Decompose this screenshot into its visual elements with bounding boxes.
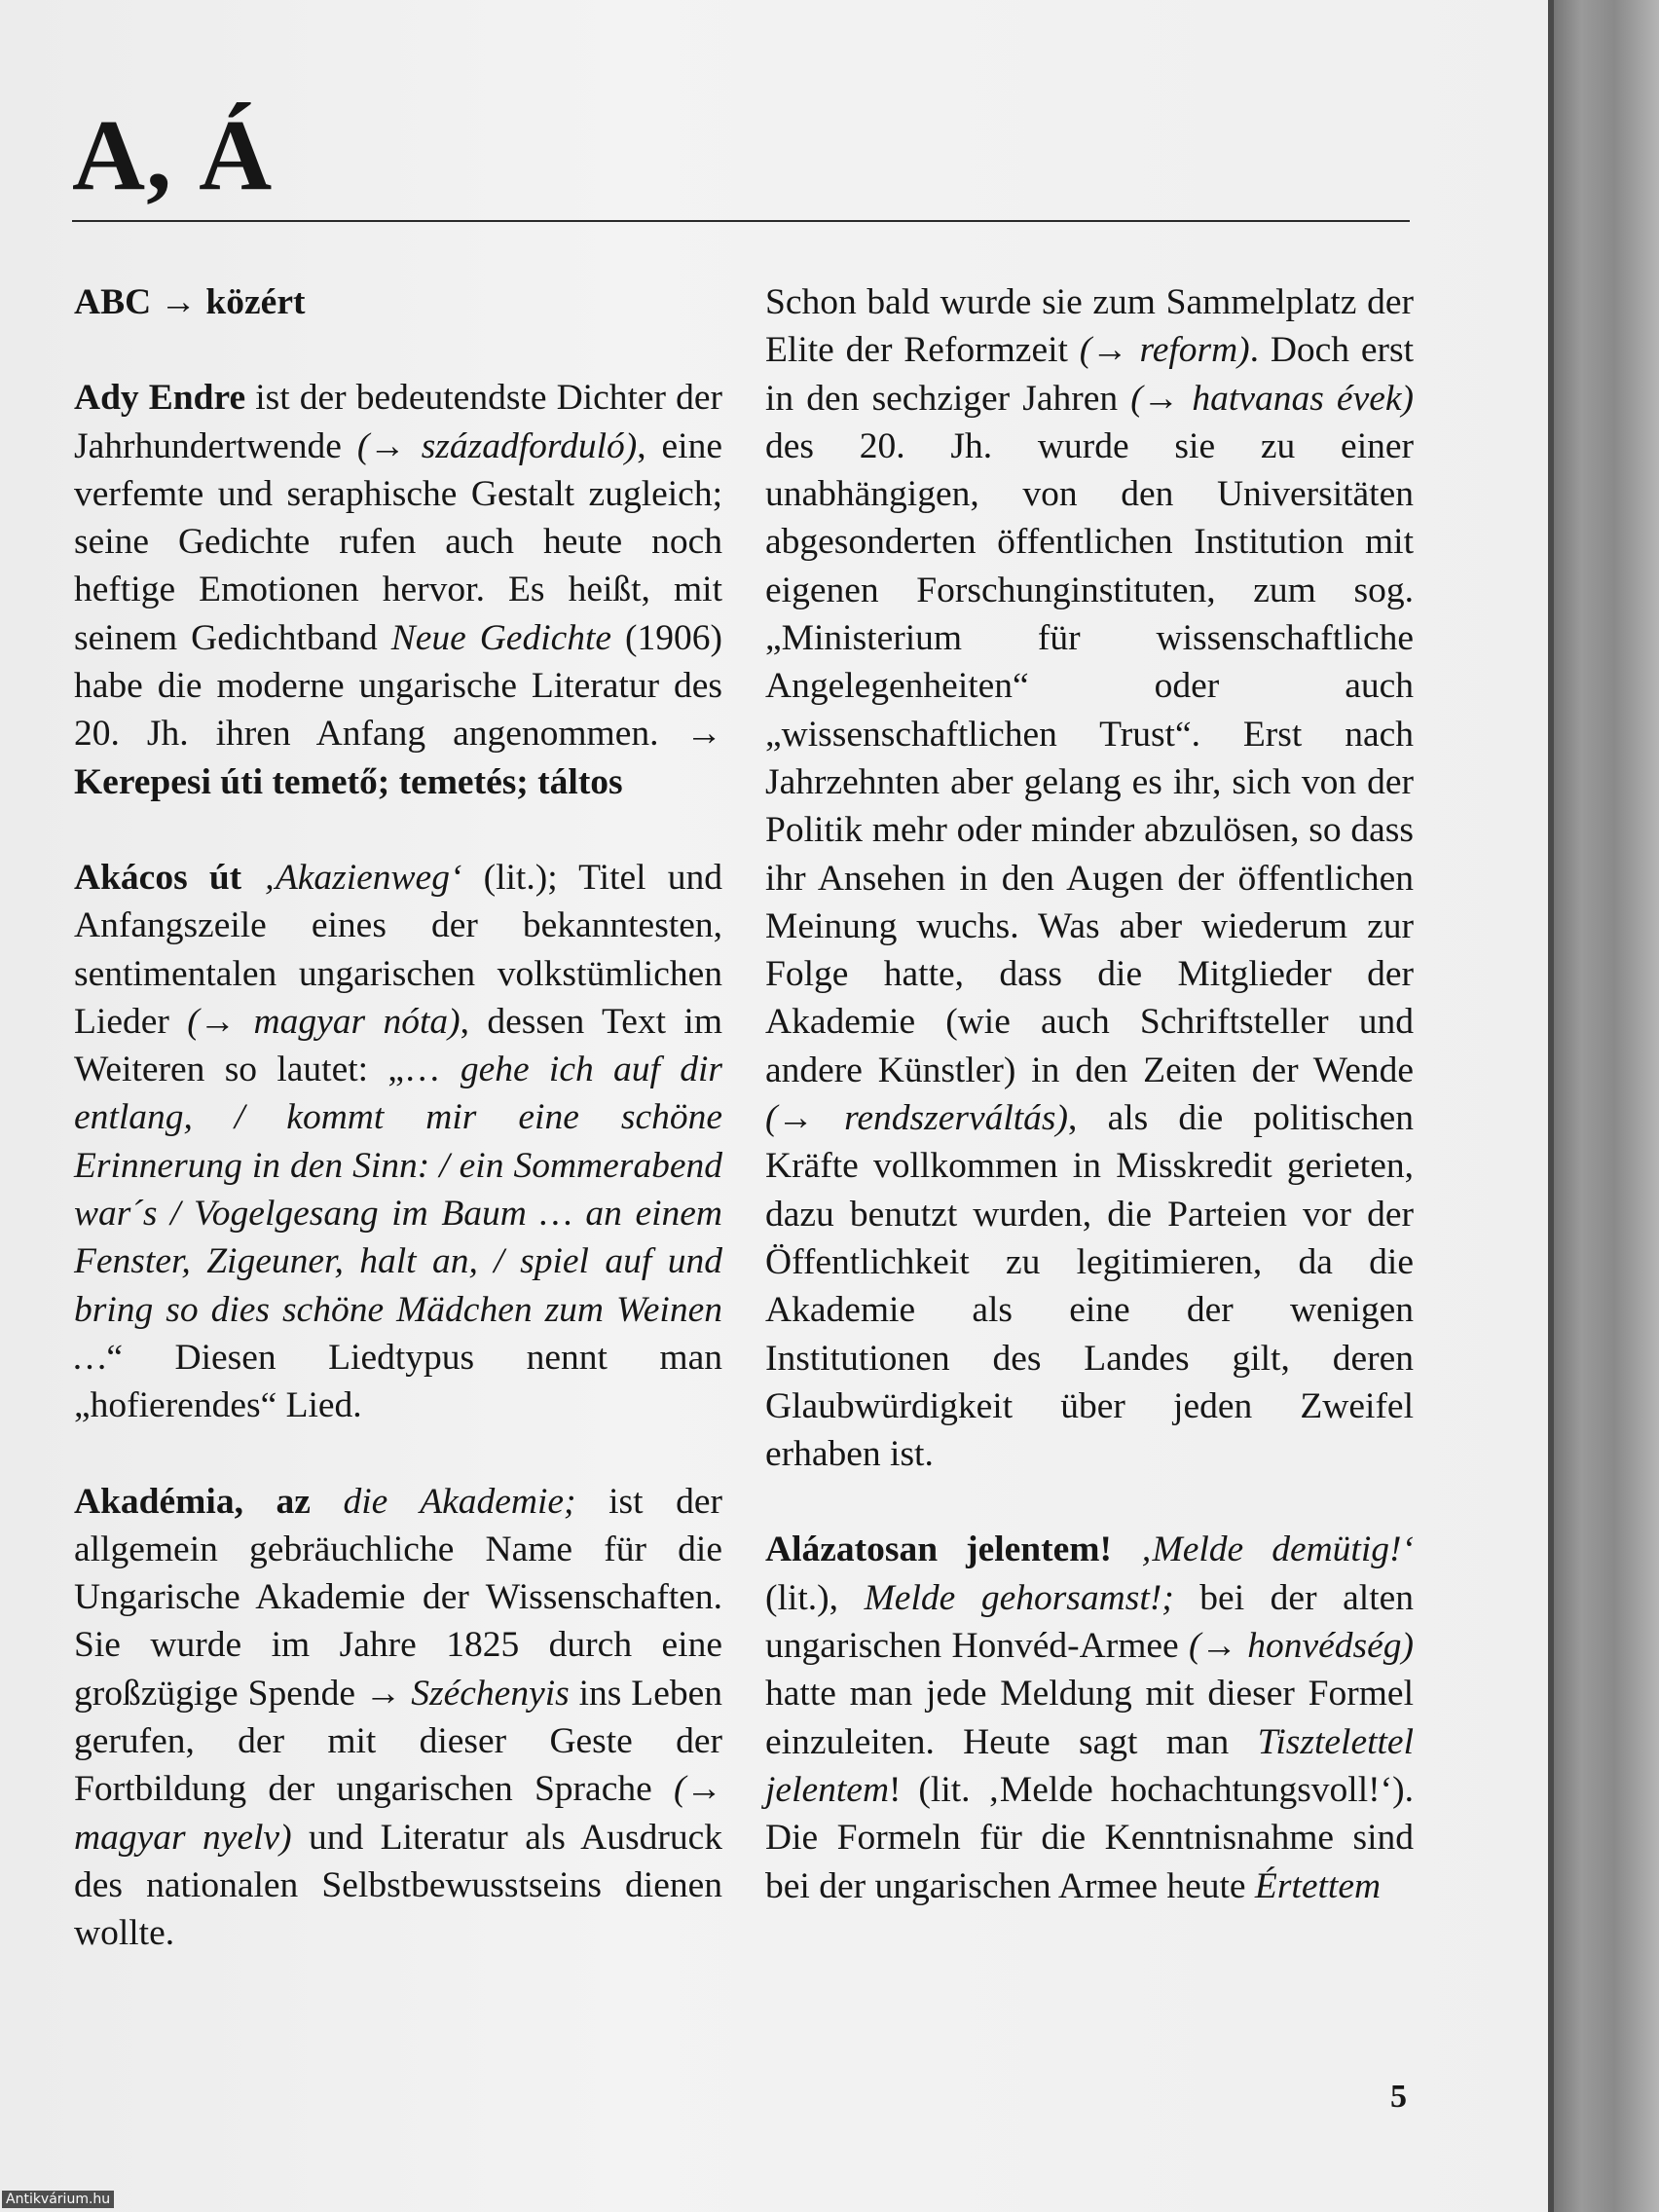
entry-text: Schon bald wurde sie zum Sammelplatz der Elite der Reformzeit <box>765 282 1414 371</box>
entry-text: , dessen Text im Weiteren so lautet: „… <box>74 1001 722 1090</box>
entry-text: , eine verfemte und seraphische Gestalt zugleich; seine Gedichte rufen auch heute noch heftige Emotionen hervor. Es heißt, mit seinem Gedichtband <box>74 425 722 658</box>
entry-text <box>311 1482 344 1522</box>
entry-term: Akácos út <box>74 857 242 898</box>
page-number: 5 <box>1390 2079 1407 2115</box>
entry-term: ABC → közért <box>74 282 306 322</box>
entry-ady <box>74 374 722 806</box>
entry-text: (lit.), <box>765 1577 865 1618</box>
entry-text: ist der allgemein gebräuchliche Name für die Ungarische Akademie der Wissenschaften. Sie wurde im Jahre 1825 durch eine großzügige Spende → <box>74 1481 722 1714</box>
cross-reference: (→ rendszerváltás) <box>765 1098 1069 1139</box>
gloss: ‚Akazienweg‘ <box>263 857 462 898</box>
cross-reference: (→ honvédség) <box>1188 1626 1414 1667</box>
gloss: Melde gehorsamst!; <box>864 1577 1174 1618</box>
phrase: Tisztelettel jelentem <box>765 1721 1414 1810</box>
cross-reference: (→ magyar nóta) <box>187 1001 461 1042</box>
book-title: Neue Gedichte <box>390 617 612 658</box>
cross-reference: (→ magyar nyelv) <box>74 1769 722 1858</box>
entry-term: Ady Endre <box>74 378 246 419</box>
gloss: ‚Melde demütig!‘ <box>1140 1530 1414 1570</box>
entry-text: (lit.); Titel und Anfangszeile eines der bekanntesten, sentimentalen ungarischen volkstümlichen Lieder <box>74 857 722 1042</box>
watermark: Antikvárium.hu <box>2 2191 114 2208</box>
entry-text <box>1112 1530 1140 1569</box>
right-column <box>765 278 1414 1910</box>
page-fold <box>1548 0 1554 2212</box>
entry-text: , als die politischen Kräfte vollkommen in Misskredit gerieten, dazu benutzt wurden, die Parteien vor der Öffentlichkeit zu legitimieren, da die Akademie als eine der wenigen Institutionen des Landes gilt, deren Glaubwürdigkeit über jeden Zweifel erhaben ist. <box>765 1098 1414 1475</box>
entry-akademia <box>74 1478 722 1958</box>
entry-akademia-continued <box>765 278 1414 1478</box>
cross-reference: Kerepesi úti temető; temetés; táltos <box>74 761 623 802</box>
entry-text <box>241 858 263 898</box>
section-heading: A, Á <box>72 99 274 211</box>
entry-text: hatte man jede Meldung mit dieser Formel einzuleiten. Heute sagt man <box>765 1674 1414 1762</box>
entry-text: ist der bedeutendste Dichter der Jahrhundertwende <box>74 378 722 466</box>
entry-text: bei der alten ungarischen Honvéd-Armee <box>765 1577 1415 1667</box>
cross-reference: Széchenyis <box>411 1673 570 1714</box>
gloss: die Akademie; <box>343 1481 576 1522</box>
entry-term: Alázatosan jelentem! <box>765 1530 1112 1570</box>
entry-text: (1906) habe die moderne ungarische Literatur des 20. Jh. ihren Anfang angenommen. → <box>74 617 722 755</box>
heading-rule <box>72 220 1410 222</box>
song-quote: gehe ich auf dir entlang, / kommt mir eine schöne Erinnerung in den Sinn: / ein Sommerabend war´s / Vogelgesang im Baum … an einem Fenster, Zigeuner, halt an, / spiel auf und bring so dies schöne Mädchen zum Weinen … <box>74 1050 722 1378</box>
cross-reference: (→ hatvanas évek) <box>1130 378 1414 419</box>
phrase: Értettem <box>1254 1865 1382 1906</box>
entry-text: ins Leben gerufen, der mit dieser Geste der Fortbildung der ungarischen Sprache <box>74 1673 722 1810</box>
entry-text: des 20. Jh. wurde sie zu einer unabhängigen, von den Universitäten abgesonderten öffentlichen Institution mit eigenen Forschunginstituten, zum sog. „Ministerium für wissenschaftliche Angelegenheiten“ oder auch „wissenschaftlichen Trust“. Erst nach Jahrzehnten aber gelang es ihr, sich von der Politik mehr oder minder abzulösen, so dass ihr Ansehen in den Augen der öffentlichen Meinung wuchs. Was aber wiederum zur Folge hatte, dass die Mitglieder der Akademie (wie auch Schriftsteller und andere Künstler) in den Zeiten der Wende <box>765 425 1414 1090</box>
entry-akacos <box>74 854 722 1430</box>
cross-reference: (→ századforduló) <box>356 425 638 466</box>
entry-text: und Literatur als Ausdruck des nationalen Selbstbewusstseins dienen wollte. <box>74 1817 722 1954</box>
entry-text: . Doch erst in den sechziger Jahren <box>765 330 1414 419</box>
book-spine-edge <box>1548 0 1659 2212</box>
entry-abc <box>74 278 722 326</box>
left-column <box>74 278 722 1958</box>
entry-text: ! (lit. ‚Melde hochachtungsvoll!‘). Die Formeln für die Kenntnisnahme sind bei der ungarischen Armee heute <box>765 1769 1414 1906</box>
entry-alazatosan <box>765 1526 1414 1909</box>
cross-reference: (→ reform) <box>1079 330 1250 371</box>
entry-term: Akadémia, az <box>74 1481 311 1522</box>
entry-text: “ Diesen Liedtypus nennt man „hofierendes“ Lied. <box>74 1337 722 1426</box>
